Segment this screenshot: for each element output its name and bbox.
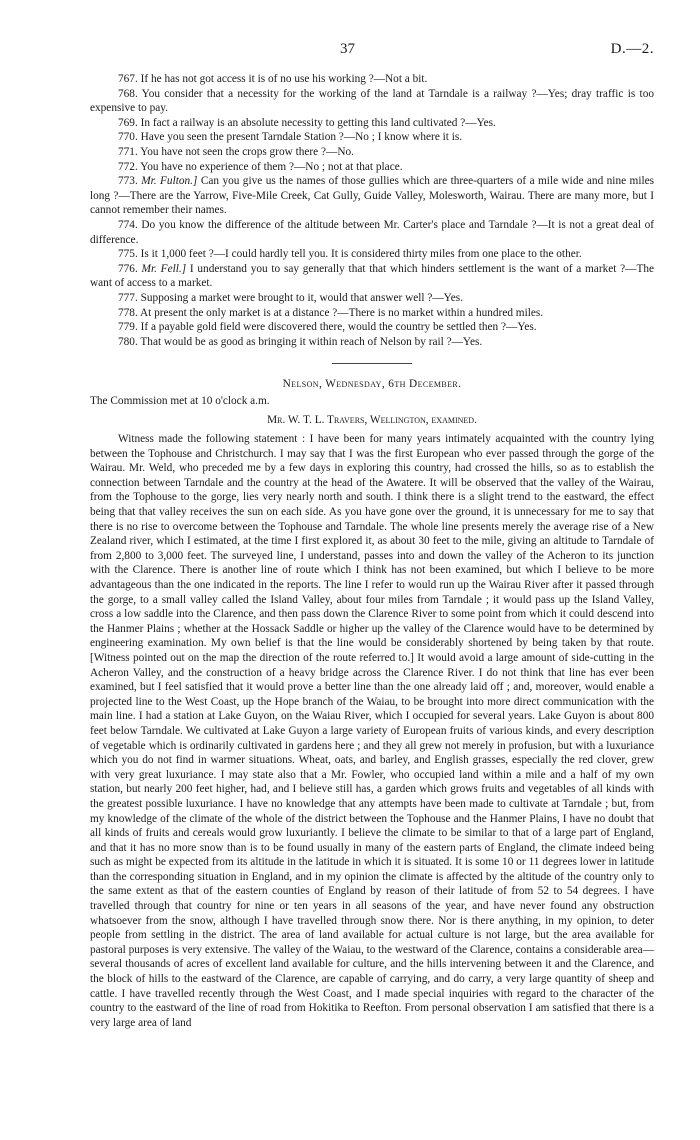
qa-number: 774.	[118, 218, 138, 231]
qa-item	[90, 247, 654, 262]
qa-text: Supposing a market were brought to it, would that answer well ?—Yes.	[140, 291, 463, 304]
qa-number: 767.	[118, 73, 138, 85]
page-header	[90, 42, 654, 72]
qa-number: 779.	[118, 321, 138, 334]
qa-number: 776.	[118, 262, 138, 275]
qa-text: At present the only market is at a distance ?—There is no market within a hundred miles.	[139, 306, 544, 319]
qa-text: Can you give us the names of those gullies which are three-quarters of a mile wide and nine miles long ?—There are the Yarrow, Five-Mile Creek, Cat Gully, Guide Valley, Molesworth, Wairau. There are many more, but I cannot remember their names.	[90, 175, 655, 217]
qa-number: 773.	[118, 175, 138, 188]
qa-text: You have no experience of them ?—No ; not at that place.	[140, 160, 403, 173]
qa-item	[90, 291, 654, 306]
qa-text: I understand you to say generally that that which hinders settlement is the want of a market ?—The want of access to a market.	[90, 262, 655, 290]
qa-item	[90, 335, 654, 350]
qa-text: Have you seen the present Tarndale Station ?—No ; I know where it is.	[140, 131, 463, 144]
qa-number: 771.	[118, 145, 138, 158]
qa-number: 778.	[118, 306, 138, 319]
qa-number: 775.	[118, 248, 138, 261]
qa-speaker: Mr. Fell.]	[141, 262, 187, 275]
question-answer-list	[90, 72, 654, 349]
qa-text: In fact a railway is an absolute necessity to getting this land cultivated ?—Yes.	[140, 116, 496, 129]
witness-heading: Mr. W. T. L. Travers, Wellington, examined.	[267, 414, 477, 427]
qa-number: 769.	[118, 116, 138, 129]
qa-text: Do you know the difference of the altitude between Mr. Carter's place and Tarndale ?—It is not a great deal of difference.	[90, 218, 654, 246]
qa-item	[90, 262, 654, 291]
page-number: 37	[340, 41, 355, 57]
qa-text: That would be as good as bringing it within reach of Nelson by rail ?—Yes.	[140, 335, 483, 348]
qa-text: If a payable gold field were discovered there, would the country be settled then ?—Yes.	[140, 321, 537, 334]
qa-item	[90, 320, 654, 335]
qa-text: You have not seen the crops grow there ?—No.	[140, 145, 354, 158]
qa-item	[90, 130, 654, 145]
commission-line: The Commission met at 10 o'clock a.m.	[90, 394, 270, 407]
document-reference: D.—2.	[610, 41, 654, 57]
qa-item	[90, 72, 654, 87]
qa-item	[90, 218, 654, 247]
qa-number: 768.	[118, 87, 138, 100]
qa-item	[90, 174, 654, 218]
witness-statement: Witness made the following statement : I have been for many years intimately acquainted with the country lying between the Tophouse and Christchurch. I may say that I was the first European who ever passed through the gorge of the Wairau. Mr. Weld, who preceded me by a few days in exploring this country, had crossed the hills, so as to establish the connection between Tarndale and the country at the head of the Awatere. It will be observed that the valley of the Wairau, from the Tophouse to the gorge, lies very nearly north and south. I think there is a slight trend to the eastward, the effect being that that valley receives the sun on each side. As you have gone over the ground, it is unnecessary for me to say that there is no rise to overcome between the Tophouse and Tarndale. The whole line presents merely the average rise of a New Zealand river, which I estimated, at the time I first explored it, as about 30 feet to the mile, giving an altitude to Tarndale of from 2,800 to 3,000 feet. The surveyed line, I understand, passes into and down the valley of the Acheron to its junction with the Clarence. There is another line of route which I think has not been examined, but which I believe to be more advantageous than the one indicated in the reports. The line I refer to would run up the Wairau River after it passed through the gorge, to a small valley called the Island Valley, about four miles from Tarndale ; it would pass up the Island Valley, cross a low saddle into the Clarence, and then pass down the Clarence River to some point from which it could descend into the Hanmer Plains ; whether at the Hossack Saddle or higher up the valley of the Clarence would have to be determined by engineering examination. My own belief is that the line would be considerably shortened by being taken by that route. [Witness pointed out on the map the direction of the route referred to.] It would avoid a large amount of side-cutting in the Acheron Valley, and the construction of a heavy bridge across the Clarence River. I do not think that line has ever been examined, but I feel satisfied that it would prove a better line than the one already laid off ; and, moreover, would enable a projected line to the West Coast, up the Hope branch of the Waiau, to be brought into more direct communication with the main line. I had a station at Lake Guyon, on the Waiau River, which I occupied for several years. Lake Guyon is about 800 feet below Tarndale. We cultivated at Lake Guyon a large variety of European fruits of various kinds, and every description of vegetable which is ordinarily cultivated in gardens here ; and they all grew not merely in profusion, but with a luxuriance which you do not find in warmer situations. Wheat, oats, and barley, and English grasses, especially the red clover, grew with very great luxuriance. I may state also that a Mr. Fowler, who occupied land within a mile and a half of my own station, but nearly 200 feet higher, had, and I believe still has, a garden which grows fruits and vegetables of all kinds with the greatest possible luxuriance. I have no knowledge that any attempts have been made to cultivate at Tarndale ; but, from my knowledge of the climate of the whole of the district between the Tophouse and the Hanmer Plains, I have no doubt that all kinds of fruits and cereals would grow luxuriantly. I believe the climate to be similar to that of a large part of England, and that it has no more snow than is to be found usually in many of the eastern parts of England, the climate indeed being such as might be expected from its altitude in the latitude in which it is situated. It is some 10 or 11 degrees lower in latitude than the corresponding situation in England, and in my opinion the climate is affected by the altitude of the country only to the same extent as that of the eastern counties of England by reason of their latitude of from 52 to 54 degrees. I have travelled through that country for nine or ten years in all seasons of the year, and have never found any obstruction whatsoever from the snow, although I have travelled through snow there. Nor is there anything, in my opinion, to deter people from settling in the district. The area of land available for actual culture is not large, but the area available for pastoral purposes is very extensive. The valley of the Waiau, to the westward of the Clarence, contains a considerable area—several thousands of acres of excellent land available for culture, and the hills intervening between it and the Clarence, and the block of hills to the eastward of the Clarence, are capable of carrying, and do carry, a very large quantity of sheep and cattle. I have travelled recently through the West Coast, and I made special inquiries with regard to the character of the country to the eastward of the line of road from Hokitika to Reefton. From personal observation I am satisfied that there is a very large area of land	[90, 433, 654, 1029]
qa-number: 770.	[118, 131, 138, 144]
qa-item	[90, 87, 654, 116]
session-heading: Nelson, Wednesday, 6th December.	[282, 378, 462, 391]
qa-text: Is it 1,000 feet ?—I could hardly tell you. It is considered thirty miles from one place to the other.	[140, 248, 582, 261]
qa-item	[90, 145, 654, 160]
qa-text: If he has not got access it is of no use his working ?—Not a bit.	[140, 73, 428, 85]
qa-number: 772.	[118, 160, 138, 173]
qa-item	[90, 306, 654, 321]
qa-number: 777.	[118, 291, 138, 304]
qa-item	[90, 160, 654, 175]
qa-text: You consider that a necessity for the working of the land at Tarndale is a railway ?—Yes; dray traffic is too expensive to pay.	[90, 87, 654, 115]
qa-speaker: Mr. Fulton.]	[141, 175, 198, 188]
qa-number: 780.	[118, 335, 138, 348]
section-divider	[332, 363, 412, 364]
qa-item	[90, 116, 654, 131]
